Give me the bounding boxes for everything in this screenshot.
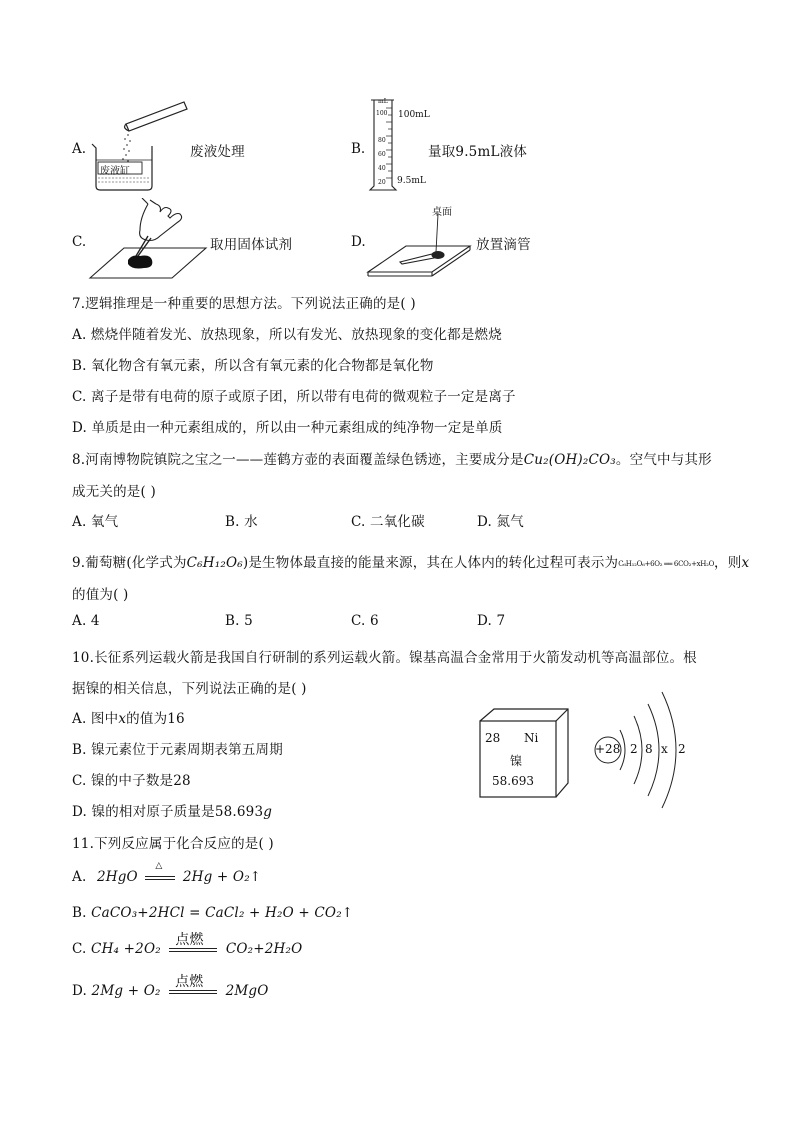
question-stem-cont: 据镍的相关信息，下列说法正确的是( ) [72, 681, 307, 697]
option-label: B. [351, 141, 366, 157]
option-c[interactable]: C. 离子是带有电荷的原子或原子团，所以带有电荷的微观粒子一定是离子 [72, 389, 516, 405]
products: CO₂+2H₂O [225, 941, 303, 957]
option-d[interactable] [72, 800, 272, 820]
option-text: 取用固体试剂 [210, 237, 293, 253]
tick-label: 40 [378, 165, 386, 172]
condition-text: 点燃 [175, 931, 204, 948]
reaction-condition [169, 973, 217, 994]
stem-text: 。空气中与其形 [615, 452, 712, 468]
shell-electrons: 2 [678, 742, 686, 756]
option-b[interactable]: B. 水 [225, 514, 258, 530]
unit-g: g [263, 804, 273, 820]
option-text: A. 图中 [72, 711, 119, 727]
equation: CaCO₃+2HCl = CaCl₂ + H₂O + CO₂↑ [91, 905, 354, 921]
tick-label: 60 [378, 151, 386, 158]
shell-electrons: 8 [645, 742, 653, 756]
nucleus-charge: +28 [595, 742, 621, 756]
option-text: 放置滴管 [476, 237, 531, 253]
option-c[interactable] [72, 931, 303, 957]
question-stem [72, 551, 749, 571]
stem-text: 8.河南博物院镇院之宝之一——莲鹤方壶的表面覆盖绿色锈迹，主要成分是 [72, 452, 524, 468]
option-text: 量取9.5mL液体 [428, 144, 528, 160]
reaction-equation: C₆H₁₂O₆+6O₂ ══ 6CO₂+xH₂O [618, 560, 715, 568]
option-a[interactable]: A. 燃烧伴随着发光、放热现象，所以有发光、放热现象的变化都是燃烧 [72, 327, 502, 343]
option-text: 的值为16 [126, 711, 185, 727]
scale-top-label: 100mL [398, 110, 430, 120]
reaction-condition [169, 931, 217, 952]
element-name: 镍 [510, 754, 523, 768]
stem-text: 9.葡萄糖(化学式为 [72, 555, 187, 571]
question-stem-cont: 成无关的是( ) [72, 484, 156, 500]
condition-text: △ [155, 860, 163, 871]
option-label: C. [72, 234, 87, 250]
option-c[interactable]: C. 镍的中子数是28 [72, 773, 191, 789]
tick-label: 100 [376, 110, 388, 117]
stem-text: ，则 [714, 555, 742, 571]
reaction-condition [145, 860, 175, 880]
reactants: 2HgO [96, 869, 138, 885]
table-label: 桌面 [432, 207, 452, 218]
variable-x: x [118, 711, 127, 727]
option-b[interactable]: B. 5 [225, 613, 253, 629]
option-label: D. [351, 234, 366, 250]
option-text: 废液处理 [190, 144, 245, 160]
option-b[interactable]: B. 氧化物含有氧元素，所以含有氧元素的化合物都是氧化物 [72, 358, 434, 374]
chemical-formula: Cu₂(OH)₂CO₃ [523, 452, 616, 468]
variable-x: x [741, 555, 750, 571]
solid-reagent-figure [88, 198, 210, 284]
option-c[interactable]: C. 6 [351, 613, 379, 629]
option-a[interactable]: A. 4 [72, 613, 100, 629]
option-d[interactable]: D. 单质是由一种元素组成的，所以由一种元素组成的纯净物一定是单质 [72, 420, 503, 436]
option-a[interactable] [72, 860, 262, 885]
products: 2MgO [225, 983, 269, 999]
waste-beaker-figure [88, 98, 194, 194]
atomic-number: 28 [485, 731, 501, 745]
option-d[interactable] [72, 973, 269, 999]
option-text: D. 镍的相对原子质量是58.693 [72, 804, 264, 820]
reactants: CH₄ +2O₂ [91, 941, 161, 957]
element-symbol: Ni [524, 731, 539, 745]
option-label: C. [72, 941, 87, 957]
option-label: B. [72, 905, 87, 921]
question-stem: 7.逻辑推理是一种重要的思想方法。下列说法正确的是( ) [72, 296, 416, 312]
tick-label: 80 [378, 137, 386, 144]
dropper-on-table-figure [366, 214, 472, 278]
nickel-atom-structure [590, 686, 710, 816]
option-b[interactable]: B. 镍元素位于元素周期表第五周期 [72, 742, 283, 758]
option-d[interactable]: D. 7 [477, 613, 506, 629]
question-stem-cont: 的值为( ) [72, 587, 129, 603]
stem-text: )是生物体最直接的能量来源，其在人体内的转化过程可表示为 [242, 555, 619, 571]
option-a[interactable]: A. 氧气 [72, 514, 119, 530]
option-d[interactable]: D. 氮气 [477, 514, 524, 530]
atomic-mass: 58.693 [492, 774, 534, 788]
cylinder-unit: mL [378, 98, 388, 105]
scale-bottom-label: 9.5mL [397, 176, 426, 186]
option-label: D. [72, 983, 88, 999]
option-a[interactable] [72, 707, 185, 727]
question-stem: 10.长征系列运载火箭是我国自行研制的系列运载火箭。镍基高温合金常用于火箭发动机等高温部位。根 [72, 650, 697, 666]
products: 2Hg + O₂↑ [182, 869, 262, 885]
option-c[interactable]: C. 二氧化碳 [351, 514, 425, 530]
tick-label: 20 [378, 179, 386, 186]
condition-text: 点燃 [175, 973, 204, 990]
question-stem [72, 448, 712, 468]
beaker-label: 废液缸 [100, 166, 130, 177]
shell-electrons: 2 [630, 742, 638, 756]
reactants: 2Mg + O₂ [91, 983, 161, 999]
shell-electrons: x [661, 742, 668, 756]
chemical-formula: C₆H₁₂O₆ [186, 555, 243, 571]
nickel-element-card [478, 707, 570, 799]
option-label: A. [72, 869, 87, 885]
question-stem: 11.下列反应属于化合反应的是( ) [72, 836, 274, 852]
option-b[interactable] [72, 905, 353, 921]
option-label: A. [72, 141, 87, 157]
